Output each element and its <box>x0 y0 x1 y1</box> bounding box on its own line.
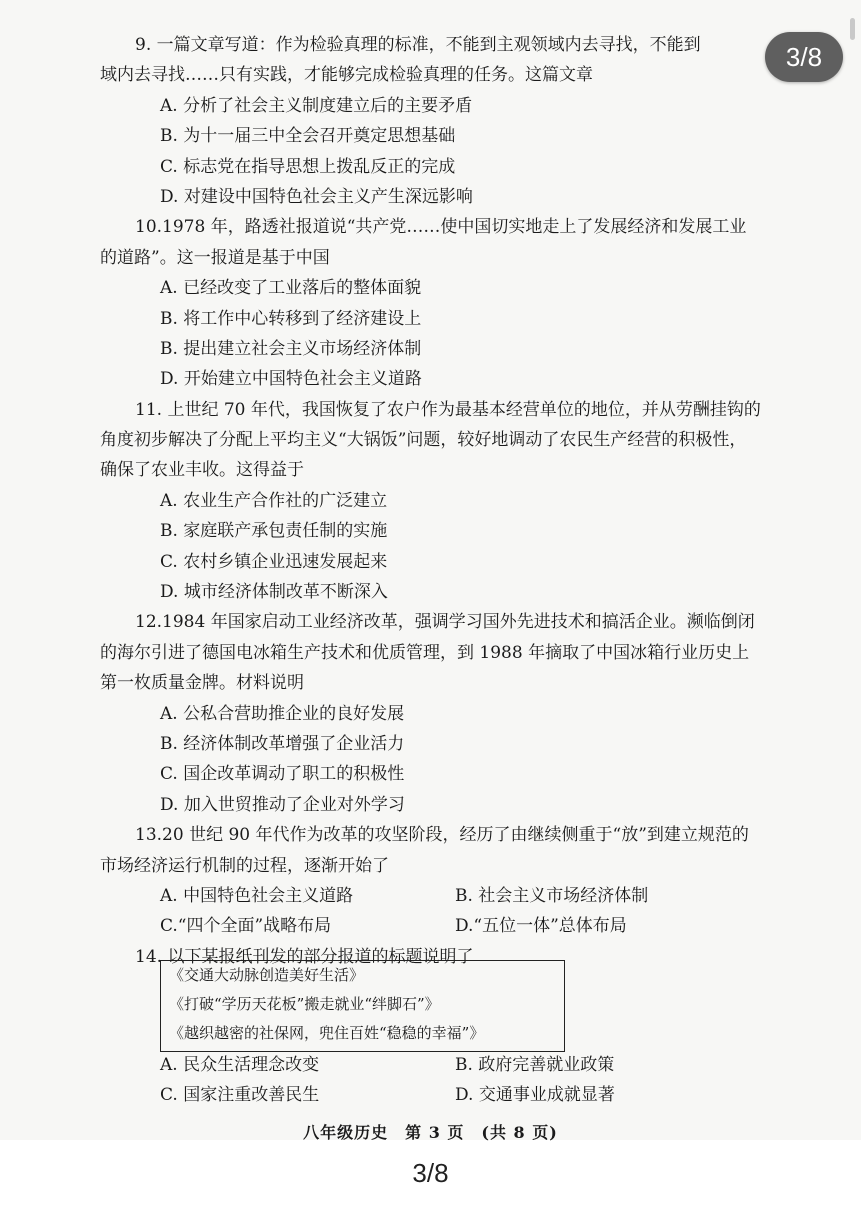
question-10-line-2: 的道路”。这一报道是基于中国 <box>100 247 330 268</box>
question-10-option-a: A. 已经改变了工业落后的整体面貌 <box>160 278 422 299</box>
question-14-options <box>100 1050 820 1111</box>
question-10-option-c: B. 提出建立社会主义市场经济体制 <box>160 338 422 359</box>
question-14-option-b: B. 政府完善就业政策 <box>455 1055 615 1075</box>
question-9-option-d: D. 对建设中国特色社会主义产生深远影响 <box>160 186 473 207</box>
question-9-option-b: B. 为十一届三中全会召开奠定思想基础 <box>160 126 456 147</box>
question-12-option-d: D. 加入世贸推动了企业对外学习 <box>160 794 405 815</box>
question-9-line-2: 域内去寻找……只有实践，才能够完成检验真理的任务。这篇文章 <box>100 65 593 86</box>
page-footer: 八年级历史 第 3 页 (共 8 页) <box>303 1123 558 1142</box>
scrollbar-thumb[interactable] <box>850 18 855 40</box>
newspaper-headlines-box <box>160 960 565 1052</box>
question-13-option-a: A. 中国特色社会主义道路 <box>160 885 354 906</box>
question-12-option-b: B. 经济体制改革增强了企业活力 <box>160 733 405 754</box>
headline-1: 《交通大动脉创造美好生活》 <box>169 966 365 984</box>
question-13-options-row-1 <box>100 881 820 911</box>
question-10-option-d: D. 开始建立中国特色社会主义道路 <box>160 369 422 390</box>
question-13-options-row-2 <box>100 911 820 941</box>
question-9-line-1: 9. 一篇文章写道：作为检验真理的标准，不能到主观领域内去寻找，不能到 <box>135 35 701 55</box>
question-9-option-a: A. 分析了社会主义制度建立后的主要矛盾 <box>160 95 473 116</box>
question-14-options-row-2 <box>100 1080 820 1110</box>
question-10-line-1: 10.1978 年，路透社报道说“共产党……使中国切实地走上了发展经济和发展工业 <box>135 217 747 238</box>
question-11-option-b: B. 家庭联产承包责任制的实施 <box>160 521 388 542</box>
headline-3: 《越织越密的社保网，兜住百姓“稳稳的幸福”》 <box>169 1024 485 1042</box>
viewer-page-number: 3/8 <box>412 1158 449 1188</box>
question-14-option-c: C. 国家注重改善民生 <box>160 1085 320 1106</box>
question-13-line-2: 市场经济运行机制的过程，逐渐开始了 <box>100 855 389 876</box>
question-content <box>100 30 820 972</box>
headline-2: 《打破“学历天花板”搬走就业“绊脚石”》 <box>169 995 440 1013</box>
question-13-option-b: B. 社会主义市场经济体制 <box>455 885 649 906</box>
question-13-line-1: 13.20 世纪 90 年代作为改革的攻坚阶段，经历了由继续侧重于“放”到建立规范的 <box>135 825 749 846</box>
question-9-option-c: C. 标志党在指导思想上拨乱反正的完成 <box>160 156 456 177</box>
question-14-options-row-1 <box>100 1050 820 1080</box>
question-14-option-d: D. 交通事业成就显著 <box>455 1085 615 1106</box>
question-12-option-a: A. 公私合营助推企业的良好发展 <box>160 703 405 724</box>
page-indicator-badge: 3/8 <box>765 32 843 82</box>
question-11-line-1: 11. 上世纪 70 年代，我国恢复了农户作为最基本经营单位的地位，并从劳酬挂钩的 <box>135 399 761 420</box>
question-13-option-c: C.“四个全面”战略布局 <box>160 916 332 937</box>
question-12-line-3: 第一枚质量金牌。材料说明 <box>100 673 304 694</box>
question-11-option-a: A. 农业生产合作社的广泛建立 <box>160 490 388 511</box>
question-11-option-c: C. 农村乡镇企业迅速发展起来 <box>160 551 388 572</box>
question-14-line-1: 14. 以下某报纸刊发的部分报道的标题说明了 <box>135 946 474 967</box>
question-11-option-d: D. 城市经济体制改革不断深入 <box>160 582 388 603</box>
question-12-option-c: C. 国企改革调动了职工的积极性 <box>160 764 405 785</box>
question-13-option-d: D.“五位一体”总体布局 <box>455 916 627 937</box>
question-10-option-b: B. 将工作中心转移到了经济建设上 <box>160 308 422 329</box>
question-12-line-2: 的海尔引进了德国电冰箱生产技术和优质管理，到 1988 年摘取了中国冰箱行业历史上 <box>100 642 750 663</box>
question-11-line-2: 角度初步解决了分配上平均主义“大锅饭”问题，较好地调动了农民生产经营的积极性， <box>100 430 747 451</box>
question-11-line-3: 确保了农业丰收。这得益于 <box>100 460 304 481</box>
question-14-option-a: A. 民众生活理念改变 <box>160 1055 320 1075</box>
question-12-line-1: 12.1984 年国家启动工业经济改革，强调学习国外先进技术和搞活企业。濒临倒闭 <box>135 612 755 633</box>
